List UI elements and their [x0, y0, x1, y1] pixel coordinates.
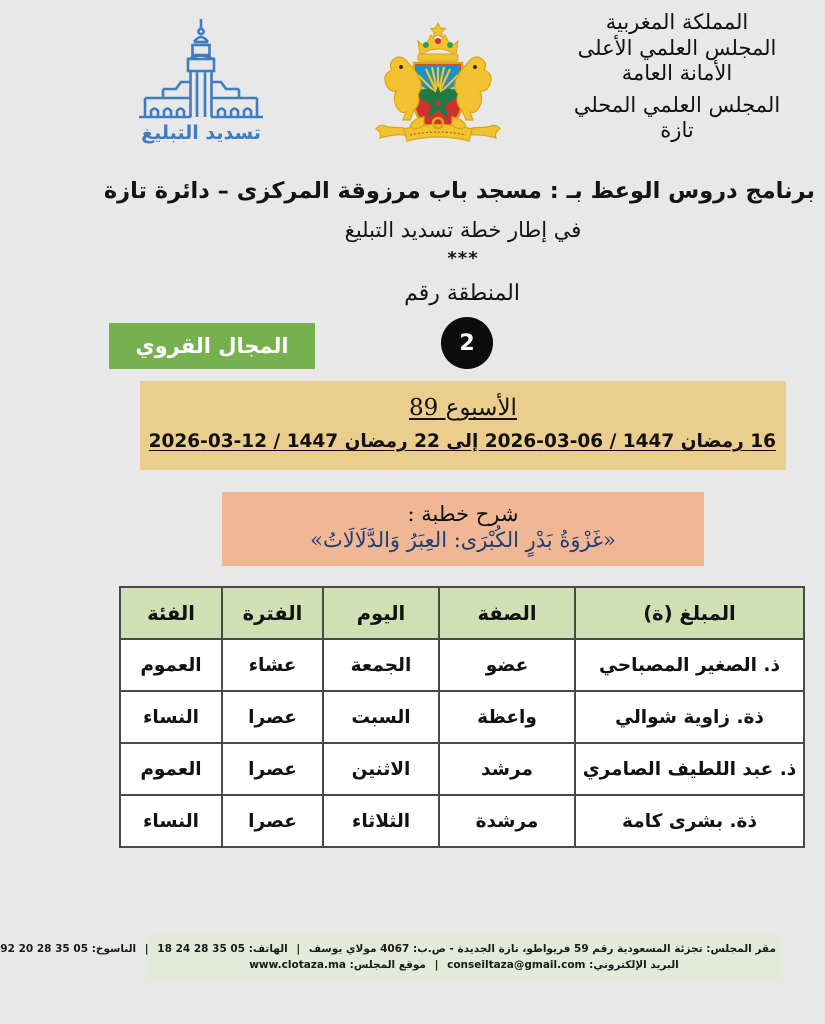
- ministry-line-2: المجلس العلمي الأعلى: [577, 35, 777, 60]
- cell-role: مرشد: [439, 743, 575, 795]
- footer-phone-label: الهاتف:: [248, 943, 288, 955]
- column-header-day: اليوم: [323, 587, 439, 639]
- taskid-tabligh-logo: [121, 16, 281, 156]
- week-banner: [140, 381, 786, 470]
- footer-address: تجزئة المسعودية رقم 59 فريواطو، تازة الجديدة - ص.ب: 4067 مولاي يوسف: [308, 943, 703, 955]
- area-badge: المجال القروي: [109, 323, 315, 369]
- footer-fax: 05 35 28 20 92: [0, 943, 89, 955]
- cell-day: السبت: [323, 691, 439, 743]
- schedule-table-wrapper: [121, 586, 805, 848]
- footer-line-web: [152, 957, 776, 973]
- column-header-name: المبلغ (ة): [575, 587, 804, 639]
- footer-website-label: موقع المجلس:: [349, 959, 426, 972]
- cell-name: ذة. بشرى كامة: [575, 795, 804, 847]
- ministry-line-1: المملكة المغربية: [605, 10, 749, 34]
- cell-day: الاثنين: [323, 743, 439, 795]
- zone-number-badge: 2: [441, 317, 493, 369]
- ministry-heading: [547, 10, 807, 144]
- footer-fax-label: الناسوخ:: [91, 943, 137, 955]
- decorative-stars: ***: [447, 248, 479, 269]
- table-row: [120, 639, 804, 691]
- cell-role: مرشدة: [439, 795, 575, 847]
- morocco-coat-of-arms-icon: [368, 17, 508, 159]
- cell-period: عصرا: [222, 691, 323, 743]
- sermon-box: [222, 492, 704, 566]
- table-row: [120, 743, 804, 795]
- table-header-row: [120, 587, 804, 639]
- page-subtitle: في إطار خطة تسديد التبليغ: [344, 218, 582, 242]
- column-header-role: الصفة: [439, 587, 575, 639]
- cell-period: عصرا: [222, 743, 323, 795]
- cell-period: عصرا: [222, 795, 323, 847]
- zone-row: [101, 281, 825, 375]
- footer-separator: |: [144, 943, 149, 955]
- cell-category: العموم: [120, 743, 222, 795]
- sermon-label: شرح خطبة :: [407, 502, 519, 526]
- ministry-line-4: المجلس العلمي المحلي: [573, 92, 781, 117]
- cell-name: ذ. الصغير المصباحي: [575, 639, 804, 691]
- column-header-category: الفئة: [120, 587, 222, 639]
- footer-website[interactable]: www.clotaza.ma: [249, 959, 347, 972]
- table-row: [120, 795, 804, 847]
- footer-email-label: البريد الإلكتروني:: [589, 959, 679, 972]
- footer-email[interactable]: conseiltaza@gmail.com: [447, 959, 586, 972]
- ministry-line-3: الأمانة العامة: [621, 61, 733, 86]
- coat-of-arms: [363, 14, 513, 162]
- cell-role: عضو: [439, 639, 575, 691]
- week-title: الأسبوع 89: [409, 395, 517, 421]
- column-header-period: الفترة: [222, 587, 323, 639]
- schedule-table: [119, 586, 805, 848]
- cell-name: ذ. عبد اللطيف الصامري: [575, 743, 804, 795]
- cell-day: الثلاثاء: [323, 795, 439, 847]
- footer: [0, 934, 782, 982]
- footer-separator: |: [296, 943, 301, 955]
- cell-category: النساء: [120, 691, 222, 743]
- cell-period: عشاء: [222, 639, 323, 691]
- cell-category: النساء: [120, 795, 222, 847]
- cell-name: ذة. زاوية شوالي: [575, 691, 804, 743]
- week-date-range: 16 رمضان 1447 / 06-03-2026 إلى 22 رمضان 1447 / 12-03-2026: [148, 431, 776, 452]
- mosque-outline-icon: [135, 16, 267, 120]
- footer-address-label: مقر المجلس:: [706, 943, 776, 955]
- sermon-title: «غَزْوَةُ بَدْرٍ الكُبْرَى: العِبَرُ وَالدَّلَالَاتُ»: [310, 528, 616, 552]
- header: [101, 0, 825, 168]
- logo-caption: تسديد التبليغ: [141, 122, 261, 144]
- footer-separator: |: [434, 959, 439, 972]
- cell-role: واعظة: [439, 691, 575, 743]
- ministry-line-5: تازة: [660, 118, 694, 143]
- zone-label: المنطقة رقم: [404, 281, 520, 306]
- footer-line-contact: [0, 941, 776, 957]
- footer-phone: 05 35 28 24 18: [157, 943, 246, 955]
- page-title: برنامج دروس الوعظ بـ : مسجد باب مرزوقة المركزى – دائرة تازة: [103, 178, 815, 204]
- cell-day: الجمعة: [323, 639, 439, 691]
- cell-category: العموم: [120, 639, 222, 691]
- table-row: [120, 691, 804, 743]
